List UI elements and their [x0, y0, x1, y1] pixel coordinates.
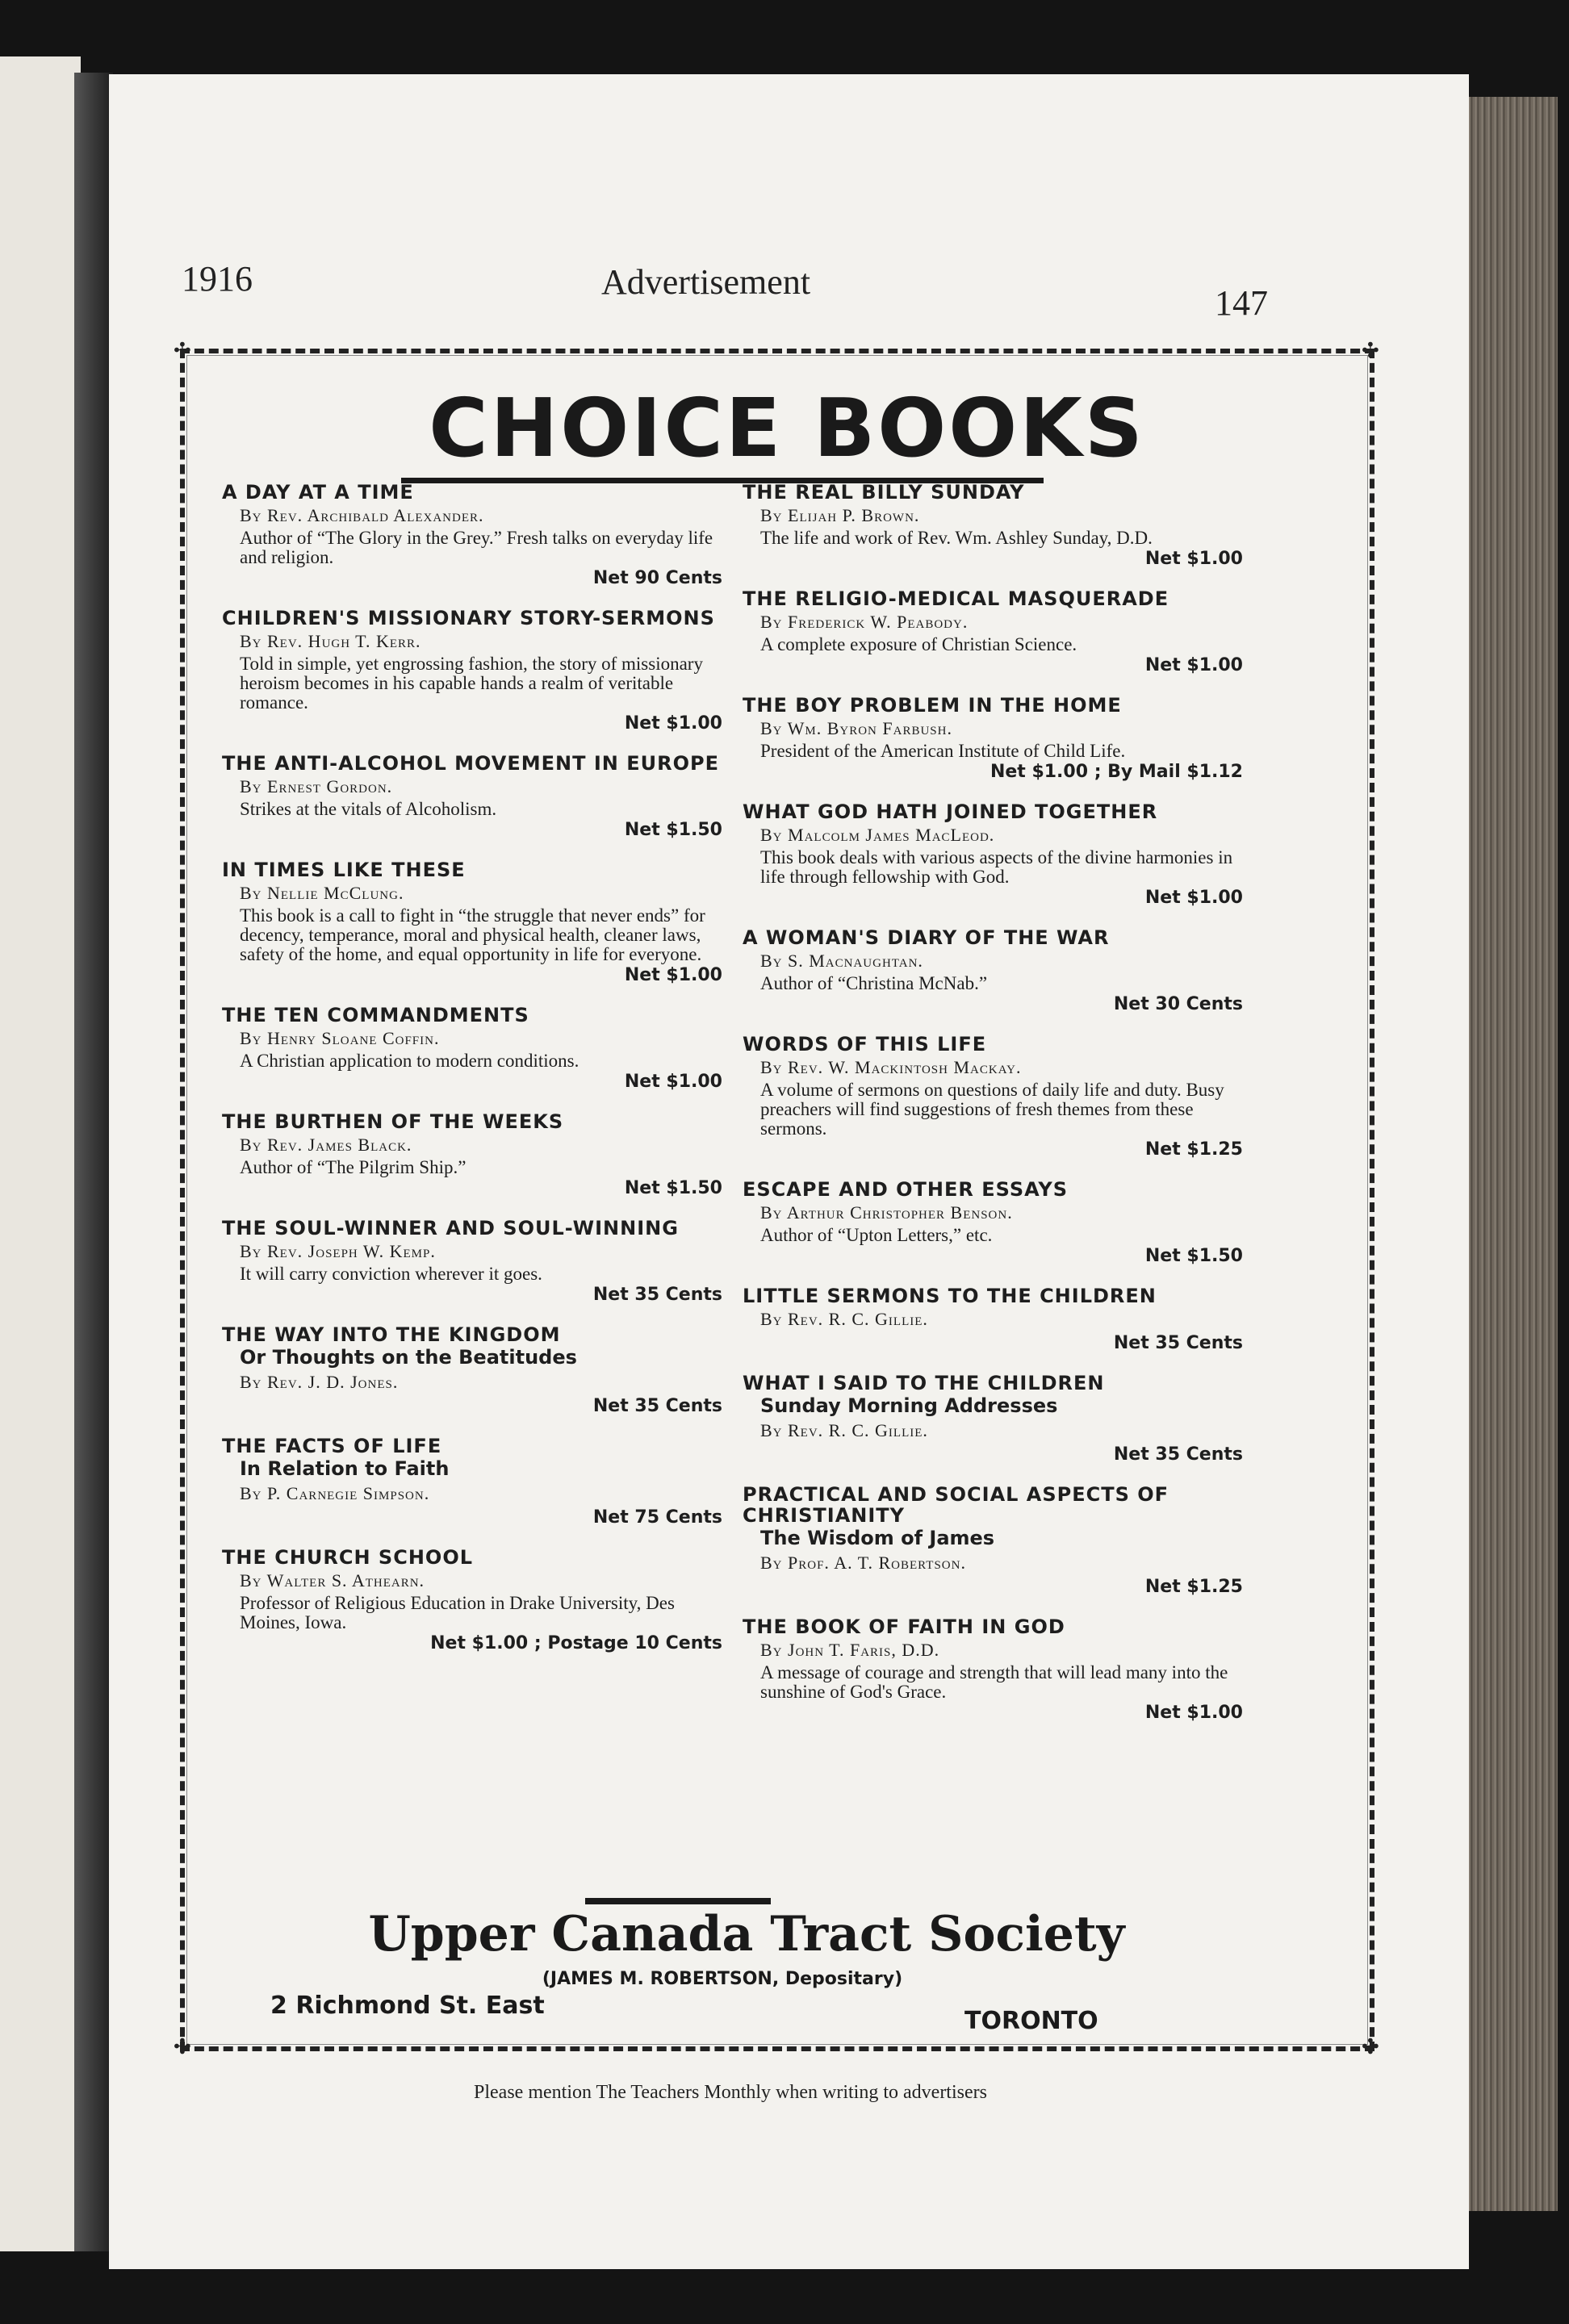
book-price: Net $1.50 [624, 820, 722, 840]
book-author: By Wm. Byron Farbush. [760, 718, 952, 738]
book-title: PRACTICAL AND SOCIAL ASPECTS OF CHRISTIANITY [743, 1483, 1169, 1527]
book-title: THE BOOK OF FAITH IN GOD [743, 1616, 1065, 1638]
book-list-right [743, 482, 1243, 1742]
book-description: The life and work of Rev. Wm. Ashley Sunday, D.D. [760, 528, 1153, 548]
book-entry [743, 1484, 1243, 1599]
book-author: By Rev. R. C. Gillie. [760, 1420, 928, 1440]
page-number: 147 [1215, 283, 1268, 323]
page-edges [1461, 97, 1558, 2211]
book-author: By Ernest Gordon. [240, 776, 393, 796]
corner-ornament-icon: ✣ [1362, 339, 1379, 362]
book-list-left [222, 482, 722, 1673]
book-entry [222, 1324, 722, 1418]
book-description: Strikes at the vitals of Alcoholism. [240, 799, 497, 819]
book-author: By Walter S. Athearn. [240, 1570, 425, 1590]
book-entry [222, 1547, 722, 1655]
book-title: THE WAY INTO THE KINGDOM [222, 1323, 561, 1346]
book-entry [222, 1111, 722, 1200]
book-price: Net 75 Cents [592, 1507, 722, 1528]
book-price: Net $1.00 [1144, 655, 1243, 675]
header-year: 1916 [182, 259, 253, 299]
book-description: It will carry conviction wherever it goes. [240, 1264, 542, 1284]
book-entry [222, 482, 722, 590]
book-title: WHAT I SAID TO THE CHILDREN [743, 1372, 1105, 1394]
book-title: WHAT GOD HATH JOINED TOGETHER [743, 800, 1158, 823]
book-title: THE ANTI-ALCOHOL MOVEMENT IN EUROPE [222, 752, 719, 775]
book-gutter [74, 73, 113, 2251]
book-description: Professor of Religious Education in Drake University, Des Moines, Iowa. [240, 1593, 675, 1632]
book-price: Net 35 Cents [1113, 1444, 1243, 1465]
book-title: THE CHURCH SCHOOL [222, 1546, 474, 1569]
book-author: By Nellie McClung. [240, 883, 404, 903]
divider-rule [585, 1898, 771, 1904]
book-entry [743, 588, 1243, 677]
book-description: Author of “Christina McNab.” [760, 973, 988, 993]
book-entry [222, 1005, 722, 1093]
book-price: Net 35 Cents [1113, 1333, 1243, 1353]
left-page-edge [0, 56, 81, 2251]
book-title: IN TIMES LIKE THESE [222, 859, 466, 881]
footer-note: Please mention The Teachers Monthly when writing to advertisers [474, 2082, 987, 2103]
publisher-name: Upper Canada Tract Society [368, 1906, 1125, 1962]
book-entry [743, 927, 1243, 1016]
book-title: THE BURTHEN OF THE WEEKS [222, 1110, 564, 1133]
book-entry [743, 1373, 1243, 1466]
book-title: LITTLE SERMONS TO THE CHILDREN [743, 1285, 1157, 1307]
book-author: By Elijah P. Brown. [760, 505, 920, 525]
publisher-city: TORONTO [964, 2007, 1098, 2035]
header-title: Advertisement [601, 262, 811, 302]
book-price: Net $1.25 [1144, 1577, 1243, 1597]
book-author: By Frederick W. Peabody. [760, 612, 969, 632]
book-author: By P. Carnegie Simpson. [240, 1483, 430, 1503]
book-author: By Rev. Archibald Alexander. [240, 505, 484, 525]
book-price: Net $1.00 [1144, 549, 1243, 569]
book-author: By Rev. James Black. [240, 1135, 412, 1155]
book-entry [743, 1285, 1243, 1355]
advertisement-page [109, 74, 1469, 2269]
book-subtitle: The Wisdom of James [760, 1527, 995, 1549]
book-price: Net $1.00 [1144, 888, 1243, 908]
book-description: Author of “The Pilgrim Ship.” [240, 1157, 467, 1177]
book-price: Net $1.50 [624, 1178, 722, 1198]
book-entry [743, 1616, 1243, 1724]
book-entry [222, 608, 722, 735]
book-author: By Rev. Hugh T. Kerr. [240, 631, 421, 651]
book-price: Net $1.00 [624, 965, 722, 985]
corner-ornament-icon: ✣ [174, 339, 191, 362]
book-author: By Arthur Christopher Benson. [760, 1202, 1013, 1223]
book-title: WORDS OF THIS LIFE [743, 1033, 987, 1055]
book-author: By Prof. A. T. Robertson. [760, 1553, 966, 1573]
book-title: CHILDREN'S MISSIONARY STORY-SERMONS [222, 607, 715, 629]
book-subtitle: Or Thoughts on the Beatitudes [240, 1346, 577, 1369]
book-subtitle: In Relation to Faith [240, 1457, 450, 1480]
book-author: By Rev. W. Mackintosh Mackay. [760, 1057, 1022, 1077]
book-subtitle: Sunday Morning Addresses [760, 1394, 1058, 1417]
book-entry [222, 1436, 722, 1529]
headline: CHOICE BOOKS [429, 381, 1145, 475]
book-author: By Rev. R. C. Gillie. [760, 1309, 928, 1329]
book-title: THE FACTS OF LIFE [222, 1435, 442, 1457]
book-author: By Henry Sloane Coffin. [240, 1028, 440, 1048]
book-price: Net $1.00 ; By Mail $1.12 [990, 762, 1243, 782]
corner-ornament-icon: ✣ [1362, 2035, 1379, 2059]
book-price: Net 35 Cents [592, 1396, 722, 1416]
book-description: Author of “The Glory in the Grey.” Fresh talks on everyday life and religion. [240, 528, 713, 567]
book-title: A WOMAN'S DIARY OF THE WAR [743, 926, 1110, 949]
book-title: ESCAPE AND OTHER ESSAYS [743, 1178, 1069, 1201]
book-title: THE SOUL-WINNER AND SOUL-WINNING [222, 1217, 679, 1239]
book-price: Net $1.00 [1144, 1703, 1243, 1723]
book-entry [743, 801, 1243, 909]
book-price: Net $1.00 ; Postage 10 Cents [430, 1633, 722, 1653]
book-author: By Malcolm James MacLeod. [760, 825, 995, 845]
book-author: By Rev. Joseph W. Kemp. [240, 1241, 436, 1261]
book-description: Told in simple, yet engrossing fashion, the story of missionary heroism becomes in his capable hands a realm of veritable romance. [240, 654, 703, 713]
book-price: Net 35 Cents [592, 1285, 722, 1305]
book-price: Net $1.00 [624, 713, 722, 734]
book-price: Net $1.50 [1144, 1246, 1243, 1266]
book-price: Net 30 Cents [1113, 994, 1243, 1014]
book-description: A Christian application to modern conditions. [240, 1051, 579, 1071]
publisher-depositary: (JAMES M. ROBERTSON, Depositary) [542, 1969, 903, 1989]
book-author: By S. Macnaughtan. [760, 951, 923, 971]
book-author: By John T. Faris, D.D. [760, 1640, 940, 1660]
book-entry [743, 1179, 1243, 1268]
book-entry [743, 1034, 1243, 1161]
book-entry [222, 859, 722, 987]
publisher-address: 2 Richmond St. East [270, 1992, 545, 2020]
book-title: A DAY AT A TIME [222, 481, 414, 504]
book-entry [743, 482, 1243, 571]
book-title: THE TEN COMMANDMENTS [222, 1004, 529, 1026]
book-description: A complete exposure of Christian Science. [760, 634, 1077, 654]
book-description: President of the American Institute of Child Life. [760, 741, 1126, 761]
book-description: A volume of sermons on questions of daily life and duty. Busy preachers will find suggestions of fresh themes from these sermons. [760, 1080, 1224, 1139]
book-entry [743, 695, 1243, 784]
book-author: By Rev. J. D. Jones. [240, 1372, 399, 1392]
book-price: Net $1.00 [624, 1072, 722, 1092]
book-description: A message of courage and strength that will lead many into the sunshine of God's Grace. [760, 1662, 1228, 1702]
book-title: THE REAL BILLY SUNDAY [743, 481, 1025, 504]
book-description: Author of “Upton Letters,” etc. [760, 1225, 993, 1245]
corner-ornament-icon: ✣ [174, 2035, 191, 2059]
book-price: Net 90 Cents [592, 568, 722, 588]
book-price: Net $1.25 [1144, 1139, 1243, 1160]
book-description: This book deals with various aspects of the divine harmonies in life through fellowship with God. [760, 847, 1233, 887]
book-title: THE BOY PROBLEM IN THE HOME [743, 694, 1122, 717]
book-entry [222, 753, 722, 842]
book-entry [222, 1218, 722, 1306]
book-description: This book is a call to fight in “the struggle that never ends” for decency, temperance, moral and physical health, cleaner laws, safety of the home, and equal opportunity in life for everyone. [240, 905, 705, 964]
book-title: THE RELIGIO-MEDICAL MASQUERADE [743, 587, 1169, 610]
